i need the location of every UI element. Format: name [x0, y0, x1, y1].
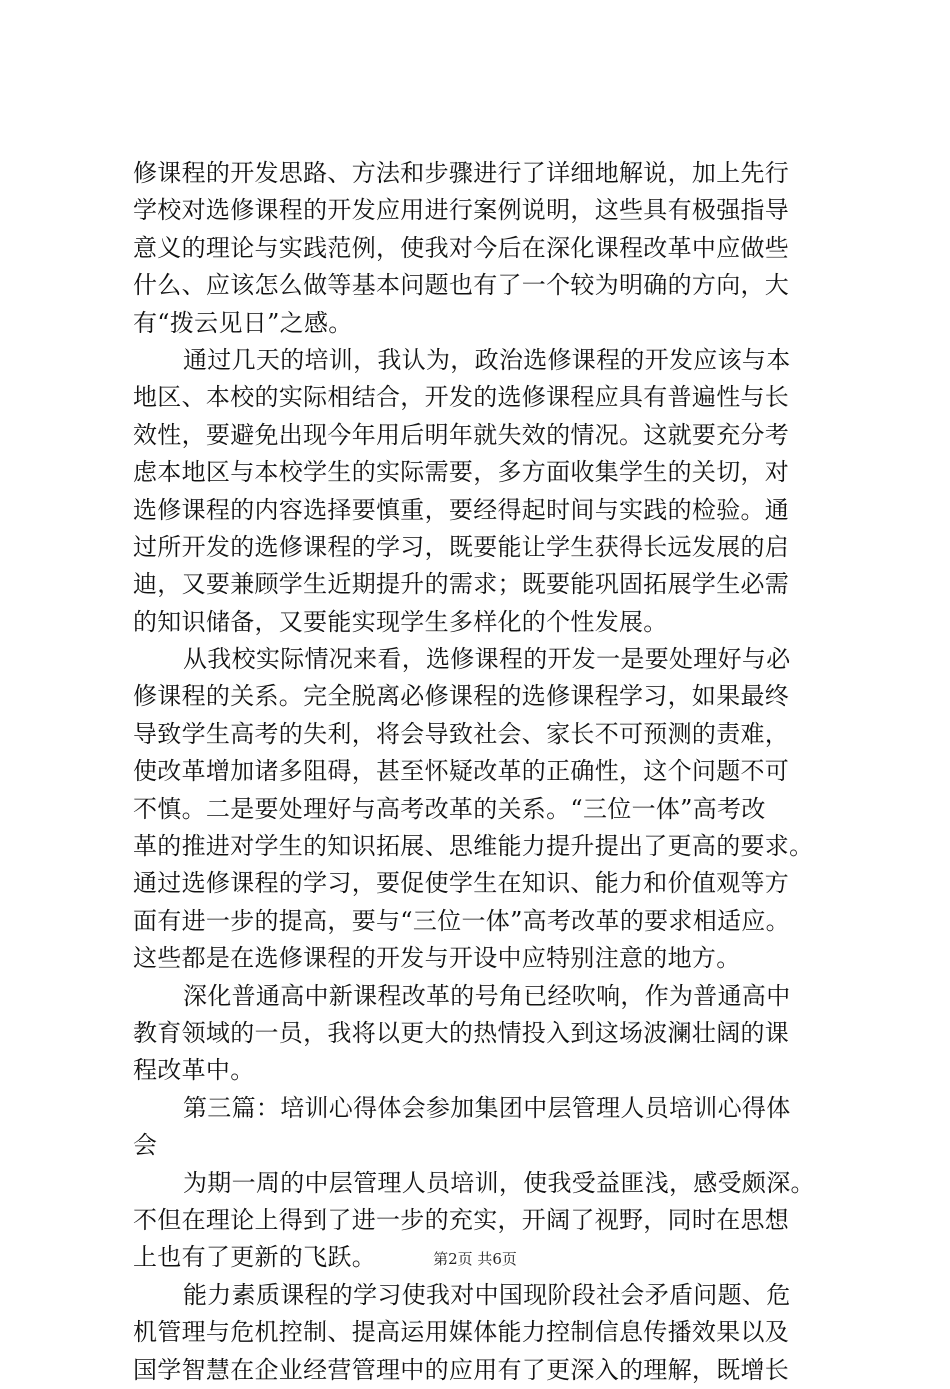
- text-line: 过所开发的选修课程的学习，既要能让学生获得长远发展的启: [133, 532, 790, 561]
- text-line: 效性，要避免出现今年用后明年就失效的情况。这就要充分考: [133, 420, 790, 449]
- text-line: 的知识储备，又要能实现学生多样化的个性发展。: [133, 607, 668, 636]
- text-line: 通过几天的培训，我认为，政治选修课程的开发应该与本: [183, 345, 791, 374]
- text-line: 意义的理论与实践范例，使我对今后在深化课程改革中应做些: [133, 233, 790, 262]
- document-body: [133, 155, 827, 1389]
- text-line: 迪，又要兼顾学生近期提升的需求；既要能巩固拓展学生必需: [133, 570, 790, 599]
- text-line: 选修课程的内容选择要慎重，要经得起时间与实践的检验。通: [133, 495, 790, 524]
- text-line: 什么、应该怎么做等基本问题也有了一个较为明确的方向，大: [133, 271, 790, 300]
- text-line: 从我校实际情况来看，选修课程的开发一是要处理好与必: [183, 645, 791, 674]
- text-line: 上也有了更新的飞跃。: [133, 1243, 376, 1272]
- text-line: 这些都是在选修课程的开发与开设中应特别注意的地方。: [133, 944, 741, 973]
- text-line: 第三篇：培训心得体会参加集团中层管理人员培训心得体: [183, 1093, 791, 1122]
- text-line: 能力素质课程的学习使我对中国现阶段社会矛盾问题、危: [183, 1280, 791, 1309]
- text-line: 会: [133, 1131, 158, 1160]
- text-line: 教育领域的一员，我将以更大的热情投入到这场波澜壮阔的课: [133, 1018, 790, 1047]
- text-line: 使改革增加诸多阻碍，甚至怀疑改革的正确性，这个问题不可: [133, 757, 790, 786]
- text-line: 程改革中。: [133, 1056, 255, 1085]
- text-line: 修课程的关系。完全脱离必修课程的选修课程学习，如果最终: [133, 682, 790, 711]
- text-line: 导致学生高考的失利，将会导致社会、家长不可预测的责难，: [133, 719, 790, 748]
- text-line: 革的推进对学生的知识拓展、思维能力提升提出了更高的要求。: [133, 832, 814, 861]
- text-line: 不但在理论上得到了进一步的充实，开阔了视野，同时在思想: [133, 1205, 790, 1234]
- text-line: 面有进一步的提高，要与“三位一体”高考改革的要求相适应。: [133, 906, 790, 935]
- text-line: 机管理与危机控制、提高运用媒体能力控制信息传播效果以及: [133, 1318, 790, 1347]
- text-line: 国学智慧在企业经营管理中的应用有了更深入的理解，既增长: [133, 1355, 790, 1384]
- text-line: 通过选修课程的学习，要促使学生在知识、能力和价值观等方: [133, 869, 790, 898]
- page-footer: 第2页 共6页: [433, 1250, 517, 1268]
- text-line: 为期一周的中层管理人员培训，使我受益匪浅，感受颇深。: [183, 1168, 815, 1197]
- text-line: 虑本地区与本校学生的实际需要，多方面收集学生的关切，对: [133, 458, 790, 487]
- text-line: 深化普通高中新课程改革的号角已经吹响，作为普通高中: [183, 981, 791, 1010]
- text-line: 不慎。二是要处理好与高考改革的关系。“三位一体”高考改: [133, 794, 766, 823]
- text-line: 有“拨云见日”之感。: [133, 308, 353, 337]
- text-line: 修课程的开发思路、方法和步骤进行了详细地解说，加上先行: [133, 159, 790, 187]
- text-line: 学校对选修课程的开发应用进行案例说明，这些具有极强指导: [133, 196, 790, 225]
- text-line: 地区、本校的实际相结合，开发的选修课程应具有普遍性与长: [133, 383, 790, 412]
